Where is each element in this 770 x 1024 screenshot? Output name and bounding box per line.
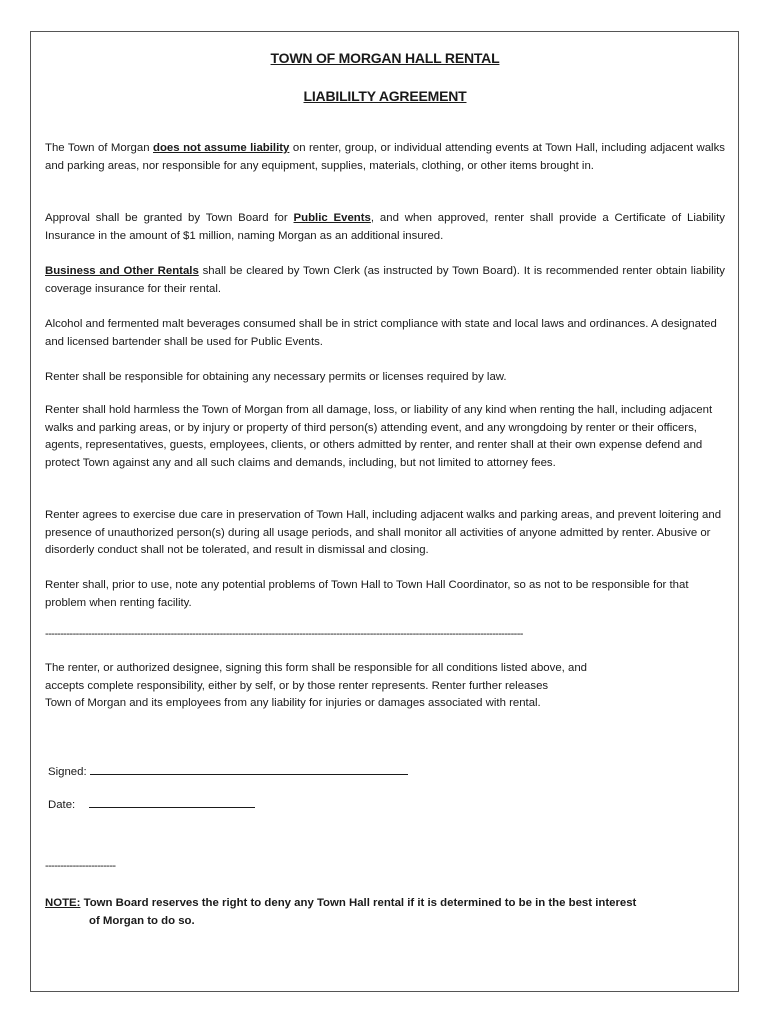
paragraph-alcohol: Alcohol and fermented malt beverages consumed shall be in strict compliance with state and local laws and ordinances. A designated and licensed bartender shall be used for Public Events. [45, 318, 717, 348]
document-title: TOWN OF MORGAN HALL RENTAL [270, 50, 500, 66]
paragraph-permits: Renter shall be responsible for obtaining any necessary permits or licenses required by law. [45, 371, 507, 383]
date-line[interactable] [89, 795, 255, 808]
paragraph-business-rentals [45, 263, 725, 298]
text-fragment: , and when approved, renter shall provide a Certificate of Liability Insurance in the amount of $1 million, naming Morgan as an additional insured. [45, 212, 725, 242]
date-row [48, 795, 255, 811]
signature-row [48, 762, 408, 778]
paragraph-public-events [45, 210, 725, 245]
emphasis-no-liability: does not assume liability [153, 142, 290, 154]
text-fragment: The Town of Morgan [45, 142, 154, 154]
note-text-line1: Town Board reserves the right to deny any Town Hall rental if it is determined to be in the best interest [80, 897, 637, 909]
section-divider: ------------------------------------------------------------------------------------------------------------------------------------------------------------ [45, 628, 523, 640]
text-fragment: on renter, group, or individual attending events at Town Hall, including adjacent walks and parking areas, nor responsible for any equipment, supplies, materials, clothing, or other items brought in. [45, 142, 725, 172]
paragraph-hold-harmless: Renter shall hold harmless the Town of Morgan from all damage, loss, or liability of any kind when renting the hall, including adjacent walks and parking areas, or by injury or property of third person(s) attending event, and any wrongdoing by renter or their officers, agents, representatives, guests, employees, clients, or others admitted by renter, and renter shall at their own expense defend and protect Town against any and all such claims and demands, including, but not limited to attorney fees. [45, 404, 713, 469]
paragraph-due-care: Renter agrees to exercise due care in preservation of Town Hall, including adjacent walks and parking areas, and prevent loitering and presence of unauthorized person(s) during all usage periods, and shall monitor all activities of anyone admitted by renter. Abusive or disorderly conduct shall not be tolerated, and result in dismissal and closing. [45, 509, 722, 556]
document-subtitle: LIABILILTY AGREEMENT [303, 88, 467, 104]
signed-label: Signed: [48, 766, 90, 778]
paragraph-report-problems: Renter shall, prior to use, note any potential problems of Town Hall to Town Hall Coordinator, so as not to be responsible for that problem when renting facility. [45, 579, 689, 609]
text-line: Town of Morgan and its employees from any liability for injuries or damages associated with rental. [45, 697, 541, 709]
emphasis-public-events: Public Events [293, 212, 371, 224]
text-fragment: shall be cleared by Town Clerk (as instructed by Town Board). It is recommended renter obtain liability coverage insurance for their rental. [45, 265, 725, 295]
note-label: NOTE: [45, 897, 81, 909]
text-line: accepts complete responsibility, either by self, or by those renter represents. Renter further releases [45, 679, 549, 692]
emphasis-business-rentals: Business and Other Rentals [45, 265, 199, 277]
date-label: Date: [48, 799, 76, 811]
text-line: The renter, or authorized designee, signing this form shall be responsible for all conditions listed above, and [45, 662, 588, 674]
note-block [45, 894, 715, 930]
paragraph-liability-disclaimer [45, 140, 725, 175]
signature-line[interactable] [90, 762, 408, 775]
text-fragment: Approval shall be granted by Town Board for [45, 212, 294, 224]
note-text-line2: of Morgan to do so. [89, 915, 195, 927]
paragraph-renter-responsibility [45, 660, 725, 713]
note-divider: ----------------------- [45, 860, 116, 872]
